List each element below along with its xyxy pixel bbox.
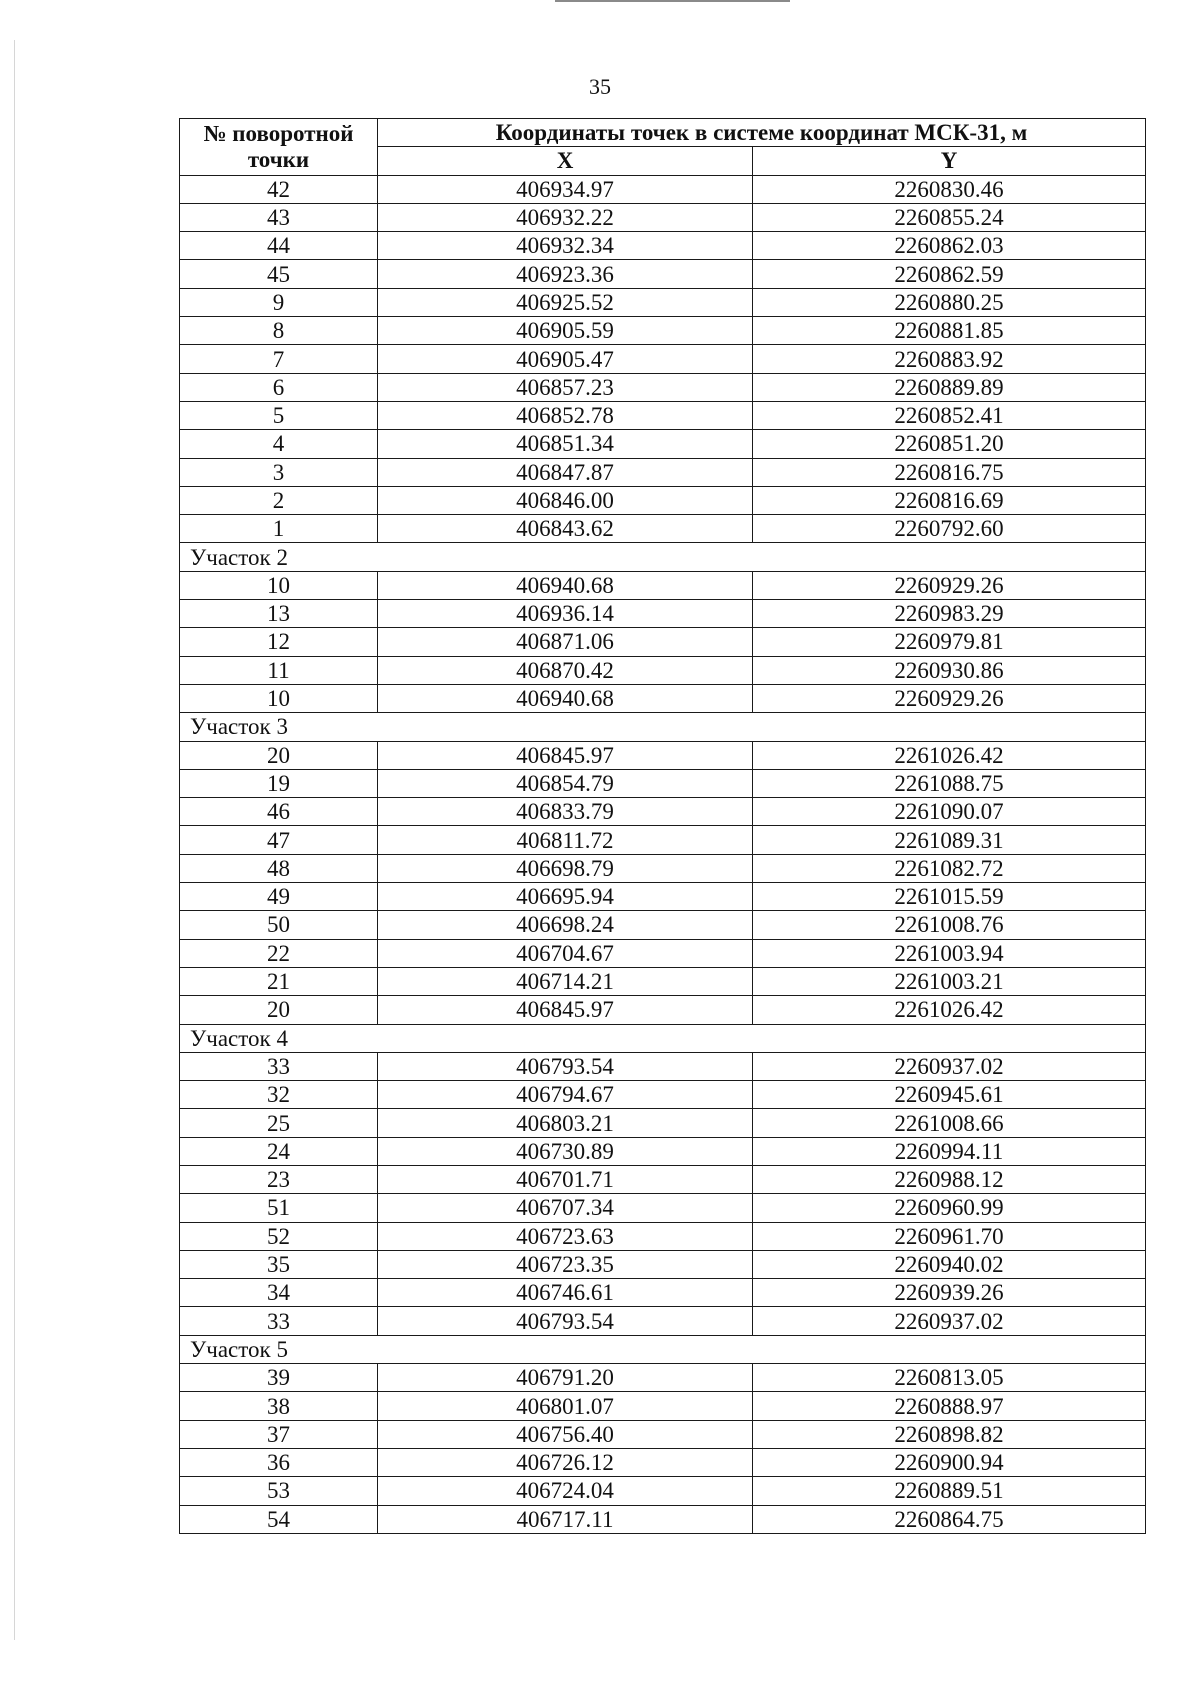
y-coordinate-cell: 2260881.85 <box>753 317 1146 345</box>
y-coordinate-cell: 2260792.60 <box>753 515 1146 543</box>
point-number-cell: 13 <box>180 600 378 628</box>
x-coordinate-cell: 406936.14 <box>378 600 753 628</box>
table-row <box>180 1279 1146 1307</box>
table-row <box>180 571 1146 599</box>
header-x: X <box>378 147 753 175</box>
table-row <box>180 317 1146 345</box>
x-coordinate-cell: 406932.22 <box>378 203 753 231</box>
y-coordinate-cell: 2260862.03 <box>753 232 1146 260</box>
y-coordinate-cell: 2260940.02 <box>753 1250 1146 1278</box>
y-coordinate-cell: 2260983.29 <box>753 600 1146 628</box>
table-row <box>180 911 1146 939</box>
table-row <box>180 373 1146 401</box>
table-row <box>180 1364 1146 1392</box>
x-coordinate-cell: 406833.79 <box>378 798 753 826</box>
table-row <box>180 967 1146 995</box>
point-number-cell: 20 <box>180 996 378 1024</box>
point-number-cell: 33 <box>180 1052 378 1080</box>
y-coordinate-cell: 2260929.26 <box>753 684 1146 712</box>
point-number-cell: 10 <box>180 684 378 712</box>
y-coordinate-cell: 2260979.81 <box>753 628 1146 656</box>
table-row <box>180 1222 1146 1250</box>
y-coordinate-cell: 2260813.05 <box>753 1364 1146 1392</box>
table-row <box>180 798 1146 826</box>
x-coordinate-cell: 406714.21 <box>378 967 753 995</box>
point-number-cell: 4 <box>180 430 378 458</box>
x-coordinate-cell: 406695.94 <box>378 883 753 911</box>
section-row <box>180 543 1146 571</box>
point-number-cell: 19 <box>180 769 378 797</box>
y-coordinate-cell: 2261026.42 <box>753 996 1146 1024</box>
point-number-cell: 25 <box>180 1109 378 1137</box>
point-number-cell: 6 <box>180 373 378 401</box>
table-row <box>180 458 1146 486</box>
x-coordinate-cell: 406934.97 <box>378 175 753 203</box>
y-coordinate-cell: 2260939.26 <box>753 1279 1146 1307</box>
x-coordinate-cell: 406723.63 <box>378 1222 753 1250</box>
y-coordinate-cell: 2261088.75 <box>753 769 1146 797</box>
table-row <box>180 656 1146 684</box>
table-row <box>180 288 1146 316</box>
point-number-cell: 24 <box>180 1137 378 1165</box>
x-coordinate-cell: 406923.36 <box>378 260 753 288</box>
y-coordinate-cell: 2260930.86 <box>753 656 1146 684</box>
section-label: Участок 3 <box>180 713 1146 741</box>
point-number-cell: 21 <box>180 967 378 995</box>
point-number-cell: 39 <box>180 1364 378 1392</box>
table-row <box>180 1194 1146 1222</box>
table-row <box>180 600 1146 628</box>
section-label: Участок 4 <box>180 1024 1146 1052</box>
point-number-cell: 54 <box>180 1505 378 1533</box>
table-row <box>180 1250 1146 1278</box>
x-coordinate-cell: 406845.97 <box>378 996 753 1024</box>
table-row <box>180 1392 1146 1420</box>
x-coordinate-cell: 406801.07 <box>378 1392 753 1420</box>
x-coordinate-cell: 406803.21 <box>378 1109 753 1137</box>
table-body <box>180 175 1146 1533</box>
y-coordinate-cell: 2260880.25 <box>753 288 1146 316</box>
table-row <box>180 1448 1146 1476</box>
x-coordinate-cell: 406871.06 <box>378 628 753 656</box>
x-coordinate-cell: 406852.78 <box>378 401 753 429</box>
x-coordinate-cell: 406870.42 <box>378 656 753 684</box>
x-coordinate-cell: 406940.68 <box>378 571 753 599</box>
y-coordinate-cell: 2260929.26 <box>753 571 1146 599</box>
table-row <box>180 826 1146 854</box>
point-number-cell: 42 <box>180 175 378 203</box>
point-number-cell: 50 <box>180 911 378 939</box>
table-row <box>180 684 1146 712</box>
table-row <box>180 996 1146 1024</box>
point-number-cell: 10 <box>180 571 378 599</box>
point-number-cell: 11 <box>180 656 378 684</box>
x-coordinate-cell: 406845.97 <box>378 741 753 769</box>
y-coordinate-cell: 2261008.66 <box>753 1109 1146 1137</box>
left-edge-rule <box>14 40 15 1640</box>
y-coordinate-cell: 2260889.89 <box>753 373 1146 401</box>
x-coordinate-cell: 406940.68 <box>378 684 753 712</box>
coordinates-table <box>179 118 1146 1534</box>
x-coordinate-cell: 406925.52 <box>378 288 753 316</box>
table-row <box>180 939 1146 967</box>
point-number-cell: 52 <box>180 1222 378 1250</box>
point-number-cell: 48 <box>180 854 378 882</box>
point-number-cell: 45 <box>180 260 378 288</box>
point-number-cell: 51 <box>180 1194 378 1222</box>
point-number-cell: 33 <box>180 1307 378 1335</box>
section-label: Участок 5 <box>180 1335 1146 1363</box>
point-number-cell: 36 <box>180 1448 378 1476</box>
y-coordinate-cell: 2260816.69 <box>753 486 1146 514</box>
y-coordinate-cell: 2260988.12 <box>753 1165 1146 1193</box>
point-number-cell: 49 <box>180 883 378 911</box>
x-coordinate-cell: 406793.54 <box>378 1307 753 1335</box>
table-row <box>180 628 1146 656</box>
x-coordinate-cell: 406698.24 <box>378 911 753 939</box>
y-coordinate-cell: 2260851.20 <box>753 430 1146 458</box>
y-coordinate-cell: 2260864.75 <box>753 1505 1146 1533</box>
table-row <box>180 1477 1146 1505</box>
table-row <box>180 430 1146 458</box>
y-coordinate-cell: 2260889.51 <box>753 1477 1146 1505</box>
table-row <box>180 741 1146 769</box>
y-coordinate-cell: 2260830.46 <box>753 175 1146 203</box>
x-coordinate-cell: 406791.20 <box>378 1364 753 1392</box>
table-row <box>180 1052 1146 1080</box>
x-coordinate-cell: 406905.59 <box>378 317 753 345</box>
y-coordinate-cell: 2261090.07 <box>753 798 1146 826</box>
page-number: 35 <box>589 74 611 99</box>
x-coordinate-cell: 406698.79 <box>378 854 753 882</box>
header-coordinates: Координаты точек в системе координат МСК-31, м <box>378 119 1146 147</box>
point-number-cell: 44 <box>180 232 378 260</box>
x-coordinate-cell: 406701.71 <box>378 1165 753 1193</box>
point-number-cell: 53 <box>180 1477 378 1505</box>
section-label: Участок 2 <box>180 543 1146 571</box>
table-row <box>180 345 1146 373</box>
point-number-cell: 9 <box>180 288 378 316</box>
point-number-cell: 43 <box>180 203 378 231</box>
y-coordinate-cell: 2260937.02 <box>753 1052 1146 1080</box>
table-row <box>180 1420 1146 1448</box>
point-number-cell: 20 <box>180 741 378 769</box>
y-coordinate-cell: 2260945.61 <box>753 1081 1146 1109</box>
table-row <box>180 1137 1146 1165</box>
section-row <box>180 1335 1146 1363</box>
x-coordinate-cell: 406756.40 <box>378 1420 753 1448</box>
point-number-cell: 8 <box>180 317 378 345</box>
y-coordinate-cell: 2260961.70 <box>753 1222 1146 1250</box>
table-row <box>180 486 1146 514</box>
point-number-cell: 46 <box>180 798 378 826</box>
y-coordinate-cell: 2261003.21 <box>753 967 1146 995</box>
x-coordinate-cell: 406857.23 <box>378 373 753 401</box>
header-point-number: № поворотной точки <box>180 119 378 176</box>
x-coordinate-cell: 406724.04 <box>378 1477 753 1505</box>
point-number-cell: 34 <box>180 1279 378 1307</box>
y-coordinate-cell: 2260852.41 <box>753 401 1146 429</box>
table-row <box>180 1165 1146 1193</box>
x-coordinate-cell: 406811.72 <box>378 826 753 854</box>
table-row <box>180 1505 1146 1533</box>
point-number-cell: 38 <box>180 1392 378 1420</box>
x-coordinate-cell: 406726.12 <box>378 1448 753 1476</box>
y-coordinate-cell: 2261015.59 <box>753 883 1146 911</box>
table-row <box>180 769 1146 797</box>
table-row <box>180 515 1146 543</box>
y-coordinate-cell: 2260898.82 <box>753 1420 1146 1448</box>
point-number-cell: 12 <box>180 628 378 656</box>
table-row <box>180 1109 1146 1137</box>
header-y: Y <box>753 147 1146 175</box>
point-number-cell: 1 <box>180 515 378 543</box>
table-header <box>180 119 1146 176</box>
table-row <box>180 854 1146 882</box>
y-coordinate-cell: 2260994.11 <box>753 1137 1146 1165</box>
point-number-cell: 35 <box>180 1250 378 1278</box>
x-coordinate-cell: 406704.67 <box>378 939 753 967</box>
top-edge-rule <box>555 0 790 2</box>
x-coordinate-cell: 406846.00 <box>378 486 753 514</box>
y-coordinate-cell: 2260883.92 <box>753 345 1146 373</box>
table-row <box>180 1307 1146 1335</box>
y-coordinate-cell: 2260937.02 <box>753 1307 1146 1335</box>
table-row <box>180 203 1146 231</box>
point-number-cell: 47 <box>180 826 378 854</box>
table-row <box>180 232 1146 260</box>
x-coordinate-cell: 406746.61 <box>378 1279 753 1307</box>
y-coordinate-cell: 2260888.97 <box>753 1392 1146 1420</box>
point-number-cell: 22 <box>180 939 378 967</box>
point-number-cell: 5 <box>180 401 378 429</box>
table-row <box>180 175 1146 203</box>
x-coordinate-cell: 406730.89 <box>378 1137 753 1165</box>
header-row-top <box>180 119 1146 147</box>
y-coordinate-cell: 2261003.94 <box>753 939 1146 967</box>
x-coordinate-cell: 406854.79 <box>378 769 753 797</box>
point-number-cell: 23 <box>180 1165 378 1193</box>
point-number-cell: 37 <box>180 1420 378 1448</box>
x-coordinate-cell: 406843.62 <box>378 515 753 543</box>
y-coordinate-cell: 2260816.75 <box>753 458 1146 486</box>
x-coordinate-cell: 406723.35 <box>378 1250 753 1278</box>
x-coordinate-cell: 406905.47 <box>378 345 753 373</box>
table-row <box>180 260 1146 288</box>
x-coordinate-cell: 406707.34 <box>378 1194 753 1222</box>
y-coordinate-cell: 2260900.94 <box>753 1448 1146 1476</box>
y-coordinate-cell: 2260960.99 <box>753 1194 1146 1222</box>
table-row <box>180 883 1146 911</box>
point-number-cell: 3 <box>180 458 378 486</box>
point-number-cell: 2 <box>180 486 378 514</box>
y-coordinate-cell: 2260855.24 <box>753 203 1146 231</box>
x-coordinate-cell: 406847.87 <box>378 458 753 486</box>
y-coordinate-cell: 2260862.59 <box>753 260 1146 288</box>
y-coordinate-cell: 2261008.76 <box>753 911 1146 939</box>
y-coordinate-cell: 2261026.42 <box>753 741 1146 769</box>
table-row <box>180 401 1146 429</box>
x-coordinate-cell: 406794.67 <box>378 1081 753 1109</box>
point-number-cell: 32 <box>180 1081 378 1109</box>
section-row <box>180 713 1146 741</box>
x-coordinate-cell: 406793.54 <box>378 1052 753 1080</box>
point-number-cell: 7 <box>180 345 378 373</box>
x-coordinate-cell: 406932.34 <box>378 232 753 260</box>
x-coordinate-cell: 406851.34 <box>378 430 753 458</box>
y-coordinate-cell: 2261089.31 <box>753 826 1146 854</box>
table-row <box>180 1081 1146 1109</box>
x-coordinate-cell: 406717.11 <box>378 1505 753 1533</box>
y-coordinate-cell: 2261082.72 <box>753 854 1146 882</box>
section-row <box>180 1024 1146 1052</box>
